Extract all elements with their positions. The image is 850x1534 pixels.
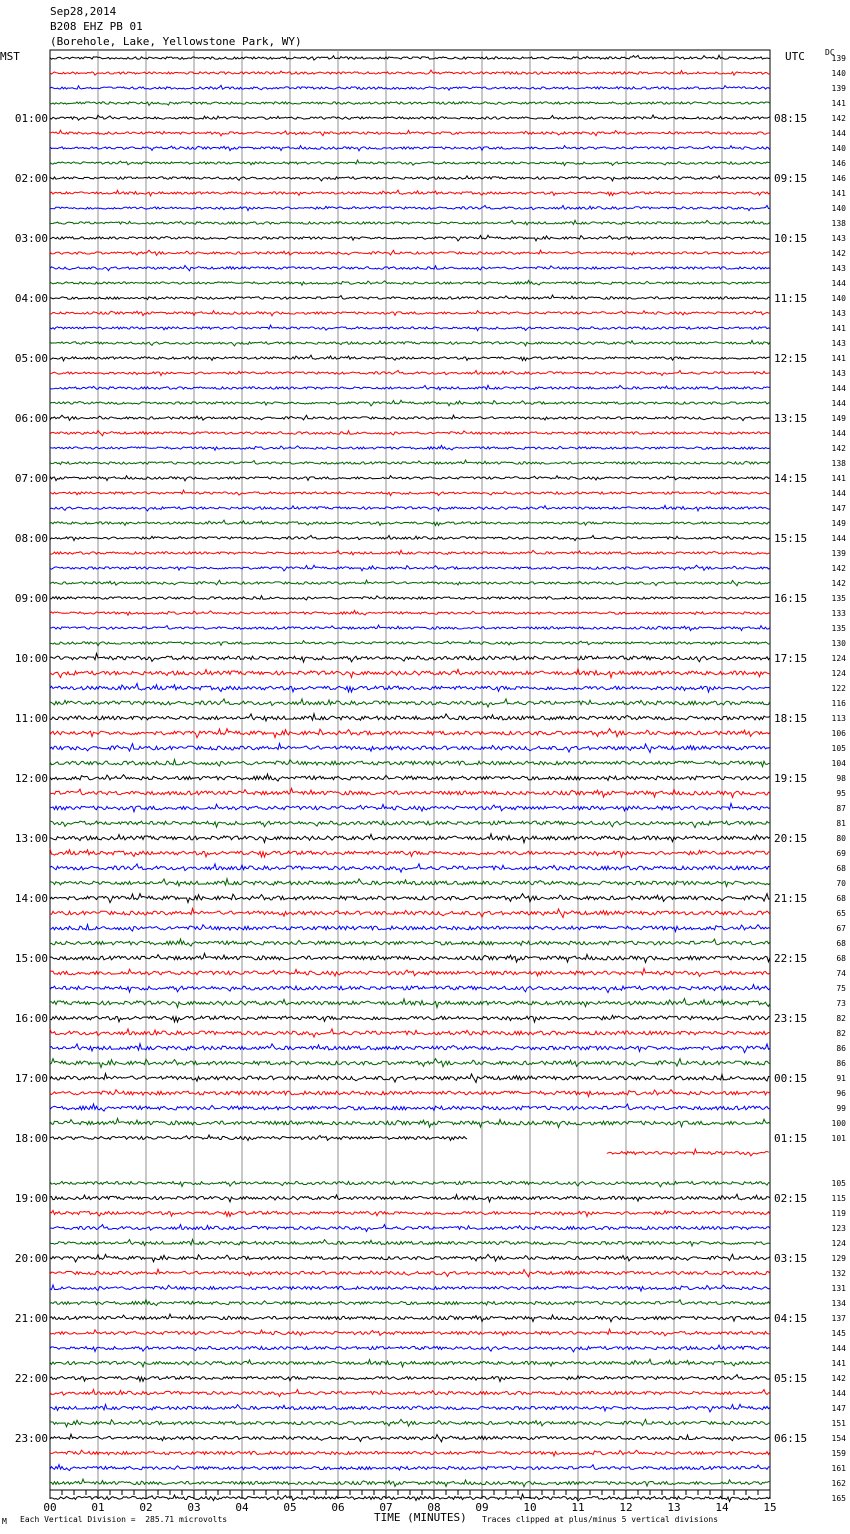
dc-value: 124 xyxy=(831,654,846,663)
seismic-trace-row-25 xyxy=(50,430,770,435)
x-tick-label: 03 xyxy=(187,1501,201,1514)
seismic-trace-row-19 xyxy=(50,340,770,346)
seismic-trace-row-29 xyxy=(50,490,770,496)
dc-value: 143 xyxy=(831,234,846,243)
chart-header-date: Sep28,2014 xyxy=(50,5,117,18)
corner-mark: M xyxy=(2,1517,7,1526)
dc-value: 130 xyxy=(831,639,846,648)
seismic-trace-row-72 xyxy=(50,1135,467,1141)
seismic-trace-row-71 xyxy=(50,1118,770,1127)
dc-value: 135 xyxy=(831,624,846,633)
left-hour-label: 02:00 xyxy=(14,172,48,185)
dc-value: 68 xyxy=(836,954,846,963)
dc-value: 98 xyxy=(836,774,846,783)
dc-value: 143 xyxy=(831,309,846,318)
dc-column-label: DC xyxy=(825,48,835,57)
dc-value: 145 xyxy=(831,1329,846,1338)
dc-value: 141 xyxy=(831,474,846,483)
left-hour-label: 21:00 xyxy=(14,1312,48,1325)
left-hour-label: 09:00 xyxy=(14,592,48,605)
right-hour-label: 11:15 xyxy=(774,292,808,305)
seismic-trace-row-27 xyxy=(50,460,770,464)
seismic-trace-row-70 xyxy=(50,1104,770,1111)
dc-value: 141 xyxy=(831,324,846,333)
right-hour-label: 08:15 xyxy=(774,112,808,125)
dc-value: 142 xyxy=(831,1374,846,1383)
right-hour-label: 20:15 xyxy=(774,832,808,845)
seismic-trace-row-0 xyxy=(50,55,770,60)
seismic-trace-row-86 xyxy=(50,1345,770,1352)
seismic-trace-row-93 xyxy=(50,1450,770,1456)
seismic-trace-row-92 xyxy=(50,1434,770,1442)
seismic-trace-row-43 xyxy=(50,699,770,707)
seismic-trace-row-95 xyxy=(50,1479,770,1487)
dc-value: 142 xyxy=(831,444,846,453)
seismic-trace-row-79 xyxy=(50,1239,770,1246)
seismic-trace-row-60 xyxy=(50,953,770,962)
left-timezone-label: MST xyxy=(0,50,20,63)
seismic-trace-row-31 xyxy=(50,520,770,525)
seismic-trace-row-64 xyxy=(50,1015,770,1022)
right-hour-label: 19:15 xyxy=(774,772,808,785)
x-tick-label: 06 xyxy=(331,1501,345,1514)
x-tick-label: 00 xyxy=(43,1501,57,1514)
seismic-trace-row-66 xyxy=(50,1044,770,1053)
seismic-trace-row-14 xyxy=(50,265,770,270)
seismic-trace-row-20 xyxy=(50,355,770,361)
dc-value: 144 xyxy=(831,279,846,288)
seismic-trace-row-52 xyxy=(50,834,770,843)
dc-value: 154 xyxy=(831,1434,846,1443)
seismic-trace-row-73 xyxy=(607,1149,769,1156)
seismic-trace-row-90 xyxy=(50,1404,770,1412)
dc-value: 162 xyxy=(831,1479,846,1488)
seismic-trace-row-82 xyxy=(50,1285,770,1291)
seismic-trace-row-69 xyxy=(50,1090,770,1097)
left-hour-label: 20:00 xyxy=(14,1252,48,1265)
dc-value: 146 xyxy=(831,174,846,183)
seismic-trace-row-84 xyxy=(50,1314,770,1322)
seismic-trace-row-55 xyxy=(50,879,770,887)
seismic-trace-row-56 xyxy=(50,894,770,903)
left-hour-label: 13:00 xyxy=(14,832,48,845)
dc-value: 87 xyxy=(836,804,846,813)
x-tick-label: 15 xyxy=(763,1501,777,1514)
seismic-trace-row-42 xyxy=(50,684,770,693)
x-tick-label: 01 xyxy=(91,1501,105,1514)
dc-value: 133 xyxy=(831,609,846,618)
dc-value: 70 xyxy=(836,879,846,888)
seismic-trace-row-87 xyxy=(50,1359,770,1367)
seismic-trace-row-51 xyxy=(50,821,770,828)
dc-value: 86 xyxy=(836,1044,846,1053)
dc-value: 139 xyxy=(831,549,846,558)
x-tick-label: 05 xyxy=(283,1501,297,1514)
right-hour-label: 13:15 xyxy=(774,412,808,425)
dc-value: 116 xyxy=(831,699,846,708)
seismic-trace-row-81 xyxy=(50,1269,770,1277)
right-hour-label: 14:15 xyxy=(774,472,808,485)
dc-value: 68 xyxy=(836,894,846,903)
seismic-trace-row-63 xyxy=(50,999,770,1008)
dc-value: 81 xyxy=(836,819,846,828)
seismic-trace-row-24 xyxy=(50,415,770,420)
seismic-trace-row-59 xyxy=(50,939,770,946)
dc-value: 144 xyxy=(831,489,846,498)
dc-value: 129 xyxy=(831,1254,846,1263)
dc-value: 144 xyxy=(831,1389,846,1398)
right-hour-label: 01:15 xyxy=(774,1132,808,1145)
left-hour-label: 01:00 xyxy=(14,112,48,125)
dc-value: 101 xyxy=(831,1134,846,1143)
dc-value: 123 xyxy=(831,1224,846,1233)
left-hour-label: 15:00 xyxy=(14,952,48,965)
left-hour-label: 17:00 xyxy=(14,1072,48,1085)
right-hour-label: 05:15 xyxy=(774,1372,808,1385)
seismic-trace-row-50 xyxy=(50,803,770,811)
dc-value: 68 xyxy=(836,939,846,948)
right-hour-label: 15:15 xyxy=(774,532,808,545)
dc-value: 140 xyxy=(831,294,846,303)
dc-value: 106 xyxy=(831,729,846,738)
seismic-trace-row-36 xyxy=(50,596,770,600)
right-hour-label: 12:15 xyxy=(774,352,808,365)
dc-value: 143 xyxy=(831,369,846,378)
dc-value: 135 xyxy=(831,594,846,603)
seismic-trace-row-44 xyxy=(50,714,770,721)
dc-value: 104 xyxy=(831,759,846,768)
x-tick-label: 13 xyxy=(667,1501,681,1514)
dc-value: 149 xyxy=(831,519,846,528)
dc-value: 138 xyxy=(831,459,846,468)
seismic-trace-row-91 xyxy=(50,1419,770,1426)
seismic-trace-row-30 xyxy=(50,505,770,511)
dc-value: 140 xyxy=(831,204,846,213)
left-hour-label: 07:00 xyxy=(14,472,48,485)
seismic-trace-row-65 xyxy=(50,1029,770,1037)
x-tick-label: 12 xyxy=(619,1501,633,1514)
left-hour-label: 10:00 xyxy=(14,652,48,665)
dc-value: 151 xyxy=(831,1419,846,1428)
right-hour-label: 22:15 xyxy=(774,952,808,965)
x-axis-label: TIME (MINUTES) xyxy=(374,1511,467,1524)
seismic-trace-row-94 xyxy=(50,1465,770,1471)
dc-value: 142 xyxy=(831,114,846,123)
seismic-trace-row-53 xyxy=(50,849,770,858)
left-hour-label: 06:00 xyxy=(14,412,48,425)
dc-value: 138 xyxy=(831,219,846,228)
right-hour-label: 06:15 xyxy=(774,1432,808,1445)
dc-value: 142 xyxy=(831,564,846,573)
seismic-trace-row-54 xyxy=(50,864,770,872)
seismic-trace-row-58 xyxy=(50,924,770,931)
dc-value: 105 xyxy=(831,1179,846,1188)
dc-value: 147 xyxy=(831,504,846,513)
seismic-trace-row-68 xyxy=(50,1073,770,1082)
left-hour-label: 03:00 xyxy=(14,232,48,245)
dc-value: 131 xyxy=(831,1284,846,1293)
dc-value: 124 xyxy=(831,669,846,678)
scale-note: Each Vertical Division = 285.71 microvolts xyxy=(20,1515,228,1524)
dc-value: 137 xyxy=(831,1314,846,1323)
dc-value: 75 xyxy=(836,984,846,993)
dc-value: 143 xyxy=(831,264,846,273)
seismic-trace-row-40 xyxy=(50,653,770,662)
seismic-trace-row-35 xyxy=(50,580,770,586)
left-hour-label: 08:00 xyxy=(14,532,48,545)
x-tick-label: 08 xyxy=(427,1501,441,1514)
left-hour-label: 18:00 xyxy=(14,1132,48,1145)
seismic-trace-row-41 xyxy=(50,669,770,678)
left-hour-label: 12:00 xyxy=(14,772,48,785)
dc-value: 115 xyxy=(831,1194,846,1203)
seismic-trace-row-9 xyxy=(50,190,770,196)
dc-value: 119 xyxy=(831,1209,846,1218)
dc-value: 144 xyxy=(831,1344,846,1353)
chart-header-location: (Borehole, Lake, Yellowstone Park, WY) xyxy=(50,35,302,48)
dc-value: 82 xyxy=(836,1029,846,1038)
seismic-trace-row-61 xyxy=(50,968,770,976)
x-tick-label: 04 xyxy=(235,1501,249,1514)
dc-value: 144 xyxy=(831,129,846,138)
dc-value: 144 xyxy=(831,534,846,543)
seismic-trace-row-3 xyxy=(50,102,770,106)
x-tick-label: 10 xyxy=(523,1501,537,1514)
seismic-trace-row-1 xyxy=(50,70,770,75)
dc-value: 74 xyxy=(836,969,846,978)
seismic-trace-row-57 xyxy=(50,908,770,917)
right-hour-label: 23:15 xyxy=(774,1012,808,1025)
seismic-trace-row-88 xyxy=(50,1375,770,1382)
seismic-trace-row-4 xyxy=(50,115,770,120)
dc-value: 95 xyxy=(836,789,846,798)
dc-value: 68 xyxy=(836,864,846,873)
seismic-trace-row-11 xyxy=(50,220,770,225)
right-hour-label: 18:15 xyxy=(774,712,808,725)
dc-value: 161 xyxy=(831,1464,846,1473)
right-hour-label: 03:15 xyxy=(774,1252,808,1265)
left-hour-label: 16:00 xyxy=(14,1012,48,1025)
dc-value: 159 xyxy=(831,1449,846,1458)
seismic-trace-row-21 xyxy=(50,370,770,375)
seismic-trace-row-7 xyxy=(50,160,770,166)
dc-value: 141 xyxy=(831,1359,846,1368)
seismic-trace-row-15 xyxy=(50,280,770,285)
right-hour-label: 02:15 xyxy=(774,1192,808,1205)
clip-note: Traces clipped at plus/minus 5 vertical divisions xyxy=(482,1515,719,1524)
dc-value: 113 xyxy=(831,714,846,723)
dc-value: 143 xyxy=(831,339,846,348)
dc-value: 144 xyxy=(831,399,846,408)
dc-value: 124 xyxy=(831,1239,846,1248)
left-hour-label: 04:00 xyxy=(14,292,48,305)
seismic-trace-row-34 xyxy=(50,565,770,571)
seismic-trace-row-96 xyxy=(50,1494,770,1501)
seismic-trace-row-8 xyxy=(50,176,770,181)
dc-value: 141 xyxy=(831,99,846,108)
right-hour-label: 00:15 xyxy=(774,1072,808,1085)
right-hour-label: 09:15 xyxy=(774,172,808,185)
dc-value: 80 xyxy=(836,834,846,843)
seismic-trace-row-85 xyxy=(50,1329,770,1336)
dc-value: 67 xyxy=(836,924,846,933)
left-hour-label: 23:00 xyxy=(14,1432,48,1445)
seismic-trace-row-48 xyxy=(50,774,770,781)
dc-value: 147 xyxy=(831,1404,846,1413)
seismic-trace-row-89 xyxy=(50,1390,770,1397)
dc-value: 91 xyxy=(836,1074,846,1083)
seismic-trace-row-10 xyxy=(50,205,770,210)
seismic-trace-row-47 xyxy=(50,759,770,766)
dc-value: 105 xyxy=(831,744,846,753)
seismic-trace-row-6 xyxy=(50,146,770,151)
dc-value: 86 xyxy=(836,1059,846,1068)
dc-value: 65 xyxy=(836,909,846,918)
dc-value: 132 xyxy=(831,1269,846,1278)
right-hour-label: 04:15 xyxy=(774,1312,808,1325)
seismic-trace-row-76 xyxy=(50,1194,770,1202)
x-tick-label: 02 xyxy=(139,1501,153,1514)
left-hour-label: 14:00 xyxy=(14,892,48,905)
dc-value: 134 xyxy=(831,1299,846,1308)
right-hour-label: 16:15 xyxy=(774,592,808,605)
dc-value: 99 xyxy=(836,1104,846,1113)
x-tick-label: 09 xyxy=(475,1501,489,1514)
dc-value: 144 xyxy=(831,384,846,393)
seismic-trace-row-77 xyxy=(50,1210,770,1216)
seismic-trace-row-33 xyxy=(50,550,770,555)
dc-value: 165 xyxy=(831,1494,846,1503)
dc-value: 139 xyxy=(831,84,846,93)
left-hour-label: 11:00 xyxy=(14,712,48,725)
seismic-trace-row-28 xyxy=(50,476,770,481)
seismic-trace-row-23 xyxy=(50,400,770,406)
seismic-trace-row-39 xyxy=(50,641,770,646)
dc-value: 122 xyxy=(831,684,846,693)
dc-value: 146 xyxy=(831,159,846,168)
dc-value: 69 xyxy=(836,849,846,858)
seismic-trace-row-78 xyxy=(50,1225,770,1232)
x-tick-label: 07 xyxy=(379,1501,393,1514)
dc-value: 139 xyxy=(831,54,846,63)
seismic-trace-row-45 xyxy=(50,729,770,738)
dc-value: 96 xyxy=(836,1089,846,1098)
seismic-trace-row-26 xyxy=(50,445,770,450)
seismic-trace-row-67 xyxy=(50,1059,770,1068)
dc-value: 149 xyxy=(831,414,846,423)
seismic-trace-row-22 xyxy=(50,385,770,390)
dc-value: 144 xyxy=(831,429,846,438)
dc-value: 73 xyxy=(836,999,846,1008)
right-timezone-label: UTC xyxy=(785,50,805,63)
seismic-trace-row-46 xyxy=(50,743,770,752)
right-hour-label: 17:15 xyxy=(774,652,808,665)
left-hour-label: 19:00 xyxy=(14,1192,48,1205)
x-tick-label: 11 xyxy=(571,1501,585,1514)
seismic-trace-row-17 xyxy=(50,311,770,316)
seismic-trace-row-13 xyxy=(50,250,770,255)
x-tick-label: 14 xyxy=(715,1501,729,1514)
left-hour-label: 22:00 xyxy=(14,1372,48,1385)
dc-value: 142 xyxy=(831,579,846,588)
chart-header-station: B208 EHZ PB 01 xyxy=(50,20,143,33)
seismic-trace-row-75 xyxy=(50,1181,770,1186)
seismic-trace-row-83 xyxy=(50,1300,770,1306)
dc-value: 142 xyxy=(831,249,846,258)
seismic-trace-row-49 xyxy=(50,788,770,797)
seismic-trace-row-16 xyxy=(50,295,770,299)
dc-value: 140 xyxy=(831,144,846,153)
seismic-trace-row-62 xyxy=(50,985,770,993)
dc-value: 141 xyxy=(831,354,846,363)
seismic-trace-row-37 xyxy=(50,610,770,615)
seismic-trace-row-12 xyxy=(50,235,770,241)
dc-value: 141 xyxy=(831,189,846,198)
dc-value: 140 xyxy=(831,69,846,78)
right-hour-label: 21:15 xyxy=(774,892,808,905)
seismic-trace-row-18 xyxy=(50,325,770,331)
seismic-trace-row-5 xyxy=(50,130,770,136)
dc-value: 82 xyxy=(836,1014,846,1023)
left-hour-label: 05:00 xyxy=(14,352,48,365)
right-hour-label: 10:15 xyxy=(774,232,808,245)
seismic-trace-row-32 xyxy=(50,535,770,540)
dc-value: 100 xyxy=(831,1119,846,1128)
seismic-trace-row-2 xyxy=(50,85,770,90)
seismic-trace-row-38 xyxy=(50,625,770,631)
seismic-trace-row-80 xyxy=(50,1254,770,1262)
